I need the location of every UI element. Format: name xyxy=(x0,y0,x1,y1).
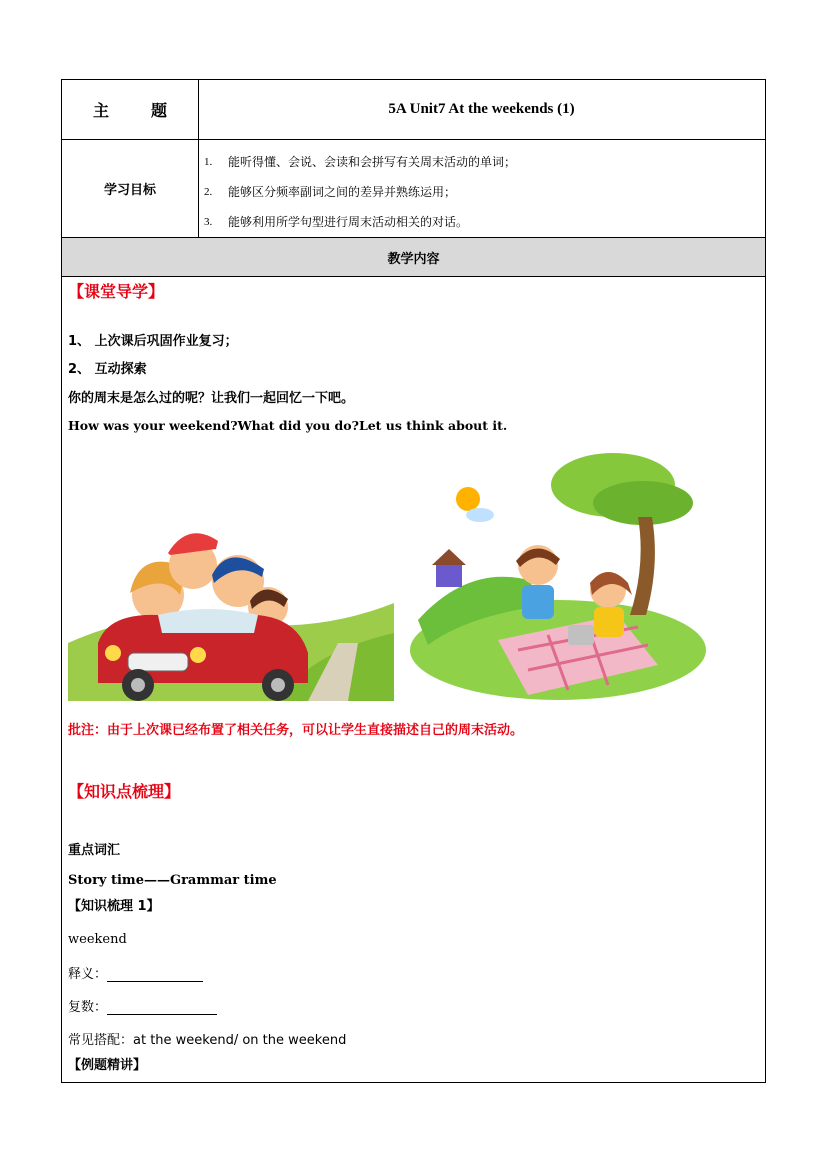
topic-row xyxy=(62,80,765,140)
goal-text: 能够区分频率副词之间的差异并熟练运用； xyxy=(228,185,457,199)
meaning-blank[interactable] xyxy=(107,967,203,982)
question-en: How was your weekend?What did you do?Let us think about it. xyxy=(68,418,508,433)
goal-text: 能听得懂、会说、会读和会拼写有关周末活动的单词； xyxy=(228,155,517,169)
goals-row xyxy=(62,140,765,238)
meaning-line xyxy=(68,963,203,982)
content-header: 教学内容 xyxy=(62,238,765,277)
collocation-line: 常见搭配：at the weekend/ on the weekend xyxy=(68,1033,347,1048)
goal-number: 2. xyxy=(204,186,213,198)
vocab-word: weekend xyxy=(68,932,127,947)
topic-label xyxy=(62,80,199,139)
topic-label-char-2: 题 xyxy=(151,101,168,120)
plural-label: 复数： xyxy=(68,1000,108,1015)
section-title-guide: 【课堂导学】 xyxy=(68,282,165,301)
meaning-label: 释义： xyxy=(68,967,108,982)
teacher-note: 批注：由于上次课已经布置了相关任务，可以让学生直接描述自己的周末活动。 xyxy=(68,723,524,738)
goals-cell xyxy=(198,140,765,237)
goals-label: 学习目标 xyxy=(62,140,199,237)
plural-blank[interactable] xyxy=(107,1000,217,1015)
family-car-illustration xyxy=(68,503,394,701)
goal-item xyxy=(204,182,765,212)
example-heading: 【例题精讲】 xyxy=(68,1058,147,1073)
section-title-knowledge: 【知识点梳理】 xyxy=(68,782,181,801)
goal-number: 3. xyxy=(204,216,213,228)
plural-line xyxy=(68,996,217,1015)
vocab-heading: 重点词汇 xyxy=(68,843,121,858)
goal-item xyxy=(204,152,765,182)
topic-label-char-1: 主 xyxy=(92,101,109,120)
story-line: Story time——Grammar time xyxy=(68,873,277,888)
goal-number: 1. xyxy=(204,156,213,168)
content-body xyxy=(62,277,765,1082)
topic-value: 5A Unit7 At the weekends (1) xyxy=(388,101,575,117)
goal-text: 能够利用所学句型进行周末活动相关的对话。 xyxy=(228,215,469,229)
guide-item-2: 2、 互动探索 xyxy=(68,362,147,377)
goals-list xyxy=(198,140,765,242)
question-cn: 你的周末是怎么过的呢？让我们一起回忆一下吧。 xyxy=(68,391,355,406)
lesson-sheet xyxy=(61,79,766,1083)
guide-item-1: 1、 上次课后巩固作业复习； xyxy=(68,334,238,349)
knowledge-subtitle: 【知识梳理 1】 xyxy=(68,899,160,914)
picnic-illustration xyxy=(408,445,708,703)
